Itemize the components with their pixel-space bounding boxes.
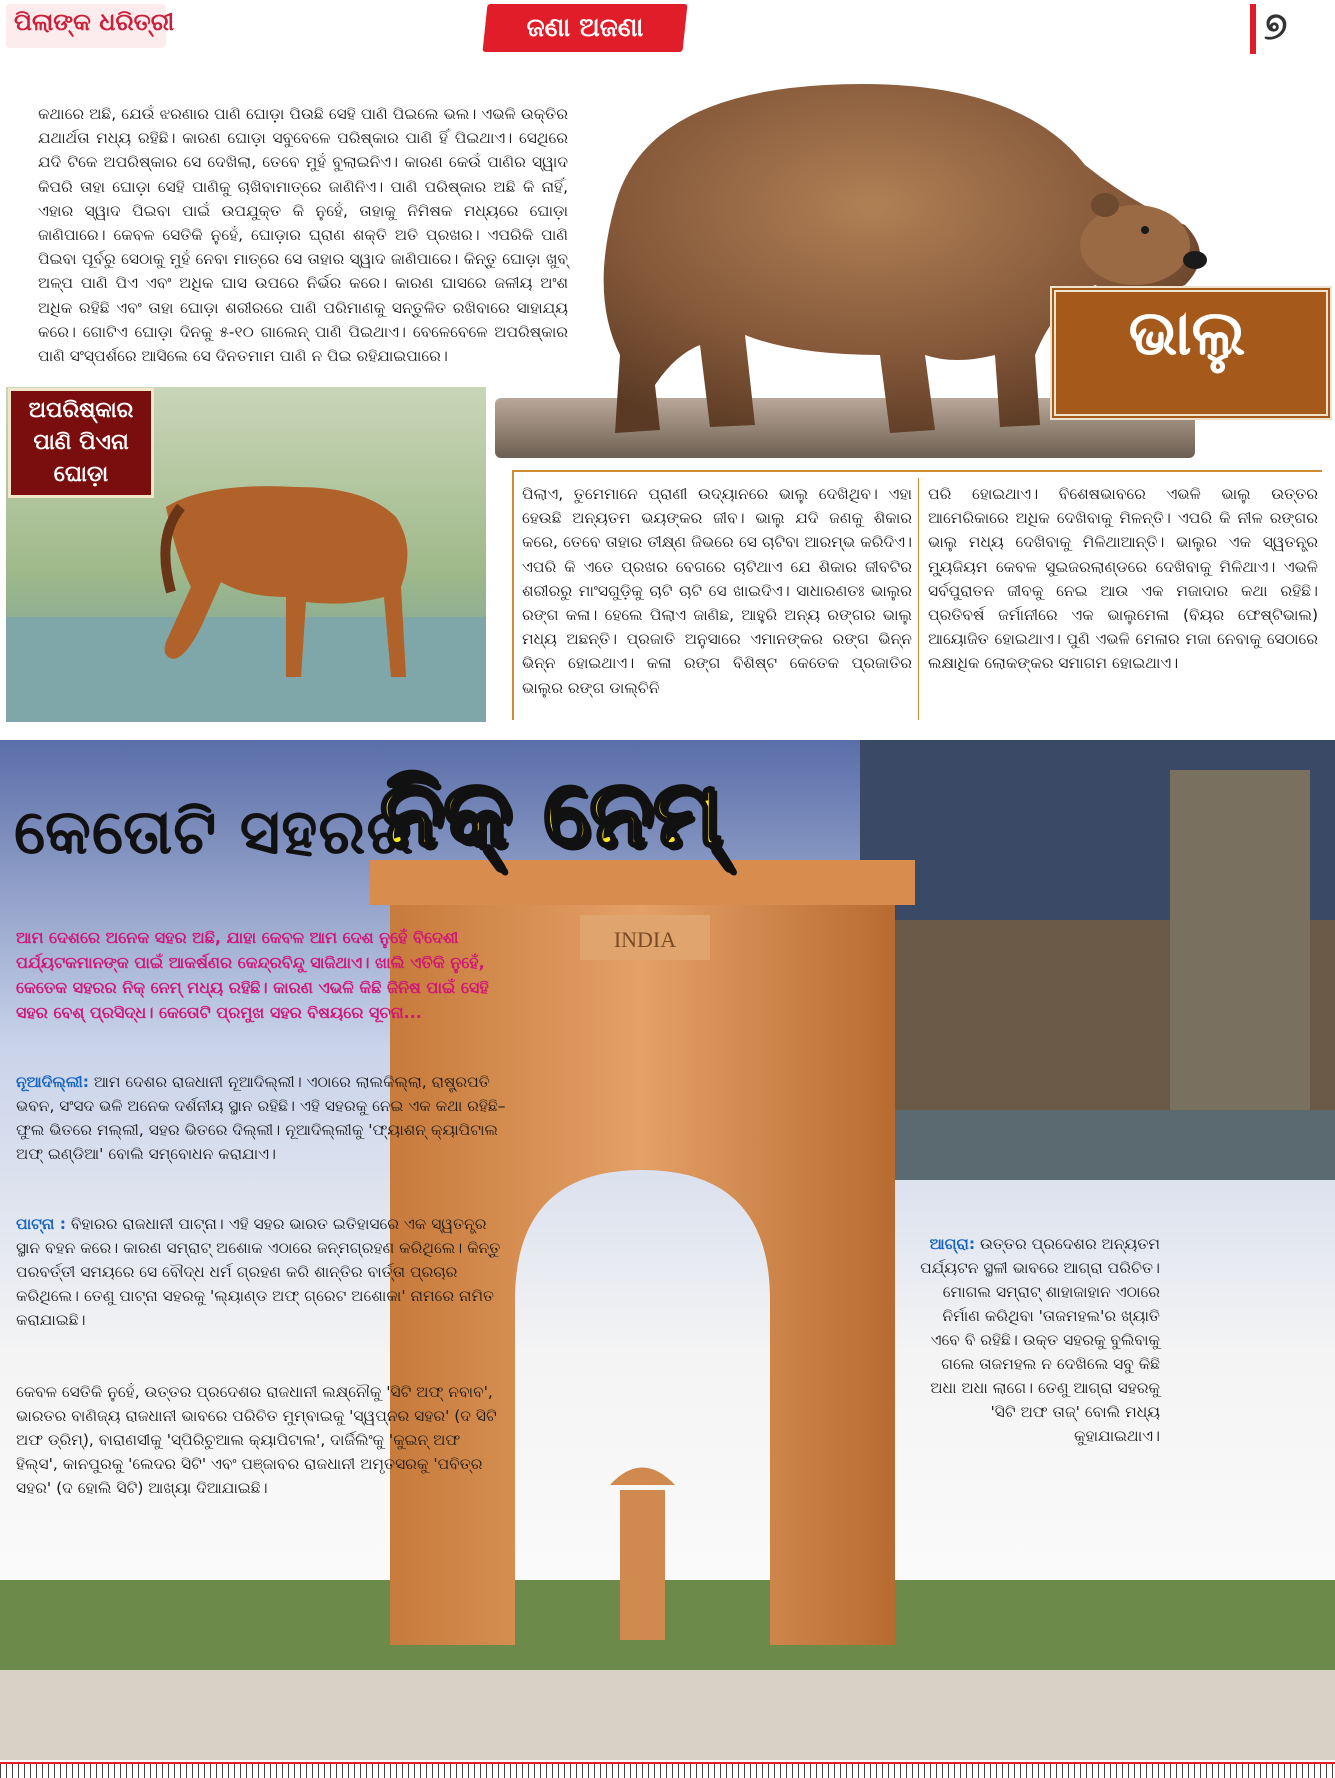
- agra-label: ଆଗ୍ରା:: [929, 1235, 976, 1253]
- nickname-intro: ଆମ ଦେଶରେ ଅନେକ ସହର ଅଛି, ଯାହା କେବଳ ଆମ ଦେଶ ନୁହେଁ ବିଦେଶୀ ପର୍ଯ୍ୟଟକମାନଙ୍କ ପାଇଁ ଆକର୍ଷଣର କେନ୍ଦ୍ରବିନ୍ଦୁ ସାଜିଥାଏ। ଖାଲି ଏତିକି ନୁହେଁ, କେତେକ ସହରର ନିକ୍ ନେମ୍ ମଧ୍ୟ ରହିଛି। କାରଣ ଏଭଳି କିଛି ଜିନିଷ ପାଇଁ ସେହି ସହର ବେଶ୍ ପ୍ରସିଦ୍ଧ। କେତୋଟି ପ୍ରମୁଖ ସହର ବିଷୟରେ ସୂଚନା...: [16, 928, 489, 1022]
- delhi-label: ନୂଆଦିଲ୍ଲୀ:: [16, 1073, 89, 1091]
- agra-paragraph: [910, 1232, 1160, 1448]
- delhi-paragraph: [16, 1070, 506, 1166]
- patna-body: ବିହାରର ରାଜଧାନୀ ପାଟ୍ନା। ଏହି ସହର ଭାରତ ଇତିହାସରେ ଏକ ସ୍ୱତନ୍ତ୍ର ସ୍ଥାନ ବହନ କରେ। କାରଣ ସମ୍ରାଟ୍ ଅଶୋକ ଏଠାରେ ଜନ୍ମଗ୍ରହଣ କରିଥିଲେ। କିନ୍ତୁ ପରବର୍ତ୍ତୀ ସମୟରେ ସେ ବୌଦ୍ଧ ଧର୍ମ ଗ୍ରହଣ କରି ଶାନ୍ତିର ବାର୍ତ୍ତା ପ୍ରଚାର କରିଥିଲେ। ତେଣୁ ପାଟ୍ନା ସହରକୁ 'ଲ୍ୟାଣ୍ଡ ଅଫ୍ ଗ୍ରେଟ ଅଶୋକା' ନାମରେ ନାମିତ କରାଯାଇଛି।: [16, 1215, 501, 1329]
- bear-article-column-2: ପରି ହୋଇଥାଏ। ବିଶେଷଭାବରେ ଏଭଳି ଭାଲୁ ଉତ୍ତର ଆମେରିକାରେ ଅଧିକ ଦେଖିବାକୁ ମିଳନ୍ତି। ଏପରି କି ନୀଳ ରଙ୍ଗର ଭାଲୁ ମଧ୍ୟ ଦେଖିବାକୁ ମିଳିଥାଆନ୍ତି। ଭାଲୁର ଏକ ସ୍ୱତନ୍ତ୍ର ମ୍ୟୁଜିୟମ କେବଳ ସୁଇଜରଲାଣ୍ଡରେ ଦେଖିବାକୁ ମିଳିଥାଏ। ଏଭଳି ସର୍ବପୁରାତନ ଜୀବକୁ ନେଇ ଆଉ ଏକ ମଜାଦାର କଥା ରହିଛି। ପ୍ରତିବର୍ଷ ଜର୍ମାନୀରେ ଏକ ଭାଲୁମେଳା (ବିୟର ଫେଷ୍ଟିଭାଲ) ଆୟୋଜିତ ହୋଇଥାଏ। ପୁଣି ଏଭଳି ମେଳାର ମଜା ନେବାକୁ ସେଠାରେ ଲକ୍ଷାଧିକ ଲୋକଙ୍କର ସମାଗମ ହୋଇଥାଏ।: [928, 485, 1318, 673]
- india-gate-inscription: INDIA: [613, 927, 677, 952]
- patna-label: ପାଟ୍ନା :: [16, 1215, 66, 1233]
- logo-text: ପିଲାଙ୍କ ଧରିତ୍ରୀ: [14, 8, 175, 36]
- section-title: ଜଣା ଅଜଣା: [526, 13, 644, 43]
- bear-article-border-left: [512, 470, 514, 720]
- horse-label-line-1: ଅପରିଷ୍କାର: [28, 398, 134, 423]
- horse-label: [8, 388, 154, 498]
- nickname-title-part-1: କେତୋଟି ସହରର: [14, 795, 415, 868]
- agra-body: ଉତ୍ତର ପ୍ରଦେଶର ଅନ୍ୟତମ ପର୍ଯ୍ୟଟନ ସ୍ଥଳୀ ଭାବରେ ଆଗ୍ରା ପରିଚିତ। ମୋଗଲ ସମ୍ରାଟ୍ ଶାହାଜାହାନ ଏଠାରେ ନିର୍ମାଣ କରିଥିବା 'ତାଜମହଲ'ର ଖ୍ୟାତି ଏବେ ବି ରହିଛି। ଉକ୍ତ ସହରକୁ ବୁଲିବାକୁ ଗଲେ ତାଜମହଲ ନ ଦେଖିଲେ ସବୁ କିଛି ଅଧା ଅଧା ଲାଗେ। ତେଣୁ ଆଗ୍ରା ସହରକୁ 'ସିଟି ଅଫ ତାଜ୍' ବୋଲି ମଧ୍ୟ କୁହାଯାଇଥାଏ।: [920, 1235, 1160, 1445]
- horse-label-line-2: ପାଣି ପିଏନା: [33, 430, 129, 455]
- column-divider: [918, 478, 919, 720]
- horse-article-body: କଥାରେ ଅଛି, ଯେଉଁ ଝରଣାର ପାଣି ଘୋଡ଼ା ପିଉଛି ସେହି ପାଣି ପିଇଲେ ଭଲ। ଏଭଳି ଉକ୍ତିର ଯଥାର୍ଥତା ମଧ୍ୟ ରହିଛି। କାରଣ ଘୋଡ଼ା ସବୁବେଳେ ପରିଷ୍କାର ପାଣି ହିଁ ପିଇଥାଏ। ସେଥିରେ ଯଦି ଟିକେ ଅପରିଷ୍କାର ସେ ଦେଖିଲା, ତେବେ ମୁହଁ ବୁଲାଇନିଏ। କାରଣ କେଉଁ ପାଣିର ସ୍ୱାଦ କିପରି ତାହା ଘୋଡ଼ା ସେହି ପାଣିକୁ ଚାଖିବାମାତ୍ରେ ଜାଣିନିଏ। ପାଣି ପରିଷ୍କାର ଅଛି କି ନାହିଁ, ଏହାର ସ୍ୱାଦ ପିଇବା ପାଇଁ ଉପଯୁକ୍ତ କି ନୁହେଁ, ତାହାକୁ ନିମିଷକ ମଧ୍ୟରେ ଘୋଡ଼ା ଜାଣିପାରେ। କେବଳ ସେତିକି ନୁହେଁ, ଘୋଡ଼ାର ଘ୍ରାଣ ଶକ୍ତି ଅତି ପ୍ରଖର। ଏପରିକି ପାଣି ପିଇବା ପୂର୍ବରୁ ସେଠାକୁ ମୁହଁ ନେବା ମାତ୍ରେ ସେ ତାହାର ସ୍ୱାଦ ଜାଣିପାରେ। କିନ୍ତୁ ଘୋଡ଼ା ଖୁବ୍ ଅଳ୍ପ ପାଣି ପିଏ ଏବଂ ଅଧିକ ଘାସ ଉପରେ ନିର୍ଭର କରେ। କାରଣ ଘାସରେ ଜଳୀୟ ଅଂଶ ଅଧିକ ରହିଛି ଏବଂ ତାହା ଘୋଡ଼ା ଶରୀରରେ ପାଣି ପରିମାଣକୁ ସନ୍ତୁଳିତ ରଖିବାରେ ସାହାଯ୍ୟ କରେ। ଗୋଟିଏ ଘୋଡ଼ା ଦିନକୁ ୫-୧୦ ଗାଲେନ୍ ପାଣି ପିଇଥାଏ। ବେଳେବେଳେ ଅପରିଷ୍କାର ପାଣି ସଂସ୍ପର୍ଶରେ ଆସିଲେ ସେ ଦିନତମାମ ପାଣି ନ ପିଇ ରହିଯାଇପାରେ।: [38, 105, 568, 366]
- patna-paragraph: [16, 1212, 506, 1332]
- horse-label-line-3: ଘୋଡ଼ା: [53, 462, 109, 487]
- other-cities-paragraph: କେବଳ ସେତିକି ନୁହେଁ, ଉତ୍ତର ପ୍ରଦେଶର ରାଜଧାନୀ ଲକ୍ଷ୍ନୌକୁ 'ସିଟି ଅଫ୍ ନବାବ', ଭାରତର ବାଣିଜ୍ୟ ରାଜଧାନୀ ଭାବରେ ପରିଚିତ ମୁମ୍ବାଇକୁ 'ସ୍ୱପ୍ନର ସହର' (ଦ ସିଟି ଅଫ ଡ୍ରିମ୍), ବାରାଣସୀକୁ 'ସ୍ପିରିଚୁଆଲ କ୍ୟାପିଟାଲ', ଦାର୍ଜିଲିଂକୁ 'କୁଇନ୍ ଅଫ ହିଲ୍ସ', କାନପୁରକୁ 'ଲେଦର ସିଟି' ଏବଂ ପଞ୍ଜାବର ରାଜଧାନୀ ଅମୃତସରକୁ 'ପବିତ୍ର ସହର' (ଦ ହୋଲି ସିଟି) ଆଖ୍ୟା ଦିଆଯାଇଛି।: [16, 1383, 497, 1497]
- bear-article-border-top: [512, 470, 1322, 472]
- nickname-title-part-2: ନିକ୍ ନେମ୍: [380, 760, 722, 867]
- delhi-body: ଆମ ଦେଶର ରାଜଧାନୀ ନୂଆଦିଲ୍ଲୀ। ଏଠାରେ ଲାଲକିଲ୍ଲା, ରାଷ୍ଟ୍ରପତି ଭବନ, ସଂସଦ ଭଳି ଅନେକ ଦର୍ଶନୀୟ ସ୍ଥାନ ରହିଛି। ଏହି ସହରକୁ ନେଇ ଏକ କଥା ରହିଛି– ଫୁଲ ଭିତରେ ମଲ୍ଲୀ, ସହର ଭିତରେ ଦିଲ୍ଲୀ। ନୂଆଦିଲ୍ଲୀକୁ 'ଫ୍ୟାଶନ୍ କ୍ୟାପିଟାଲ ଅଫ୍ ଇଣ୍ଡିଆ' ବୋଲି ସମ୍ବୋଧନ କରାଯାଏ।: [16, 1073, 506, 1163]
- bear-article-column-1: ପିଲାଏ, ତୁମେମାନେ ପ୍ରାଣୀ ଉଦ୍ୟାନରେ ଭାଲୁ ଦେଖିଥିବ। ଏହା ହେଉଛି ଅନ୍ୟତମ ଭୟଙ୍କର ଜୀବ। ଭାଲୁ ଯଦି ଜଣକୁ ଶିକାର କରେ, ତେବେ ତାହାର ତୀକ୍ଷ୍ଣ ଜିଭରେ ସେ ଚାଟିବା ଆରମ୍ଭ କରିଦିଏ। ଏପରି କି ଏତେ ପ୍ରଖର ବେଗରେ ଚାଟିଥାଏ ଯେ ଶିକାର ଜୀବଟିର ଶରୀରରୁ ମାଂସଗୁଡ଼ିକୁ ଚାଟି ଚାଟି ସେ ଖାଇଦିଏ। ସାଧାରଣତଃ ଭାଲୁର ରଙ୍ଗ କଳା। ହେଲେ ପିଲାଏ ଜାଣିଛ, ଆହୁରି ଅନ୍ୟ ରଙ୍ଗର ଭାଲୁ ମଧ୍ୟ ଅଛନ୍ତି। ପ୍ରଜାତି ଅନୁସାରେ ଏମାନଙ୍କର ରଙ୍ଗ ଭିନ୍ନ ଭିନ୍ନ ହୋଇଥାଏ। କଳା ରଙ୍ଗ ବିଶିଷ୍ଟ କେତେକ ପ୍ରଜାତିର ଭାଲୁର ରଙ୍ଗ ଡାଲ୍‌ଚିନି: [522, 485, 912, 697]
- page-number-bar: [1250, 4, 1256, 54]
- page-number: ୭: [1264, 4, 1288, 48]
- section-banner: [482, 4, 687, 52]
- bear-label: ଭାଲୁ: [1128, 296, 1246, 369]
